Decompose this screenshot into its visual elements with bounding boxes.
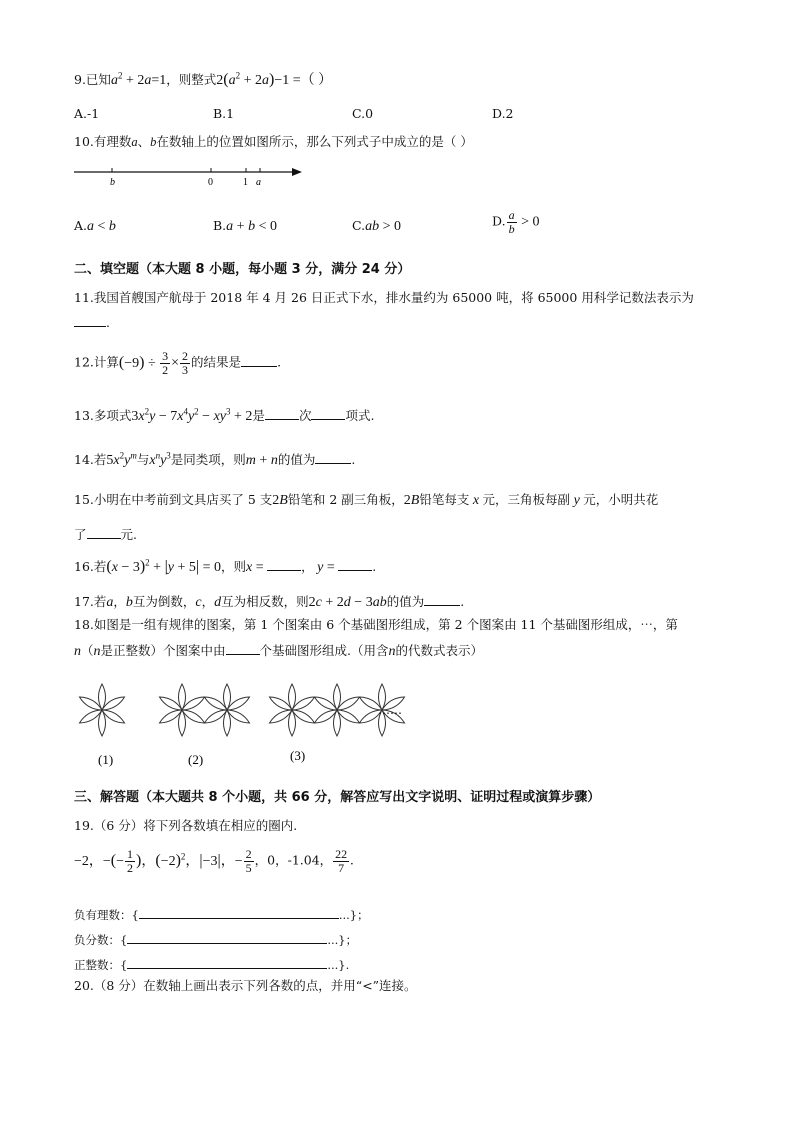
q9-option-b: B.1 xyxy=(213,106,235,121)
q19-row-negative-fraction: 负分数：{ ...}； xyxy=(74,930,357,948)
q9-option-a: A.-1 xyxy=(74,106,100,121)
q10-number-line xyxy=(70,160,310,190)
axis-label-a: a xyxy=(256,177,261,188)
flower-3-1 xyxy=(268,684,317,736)
q18-pattern-figure xyxy=(70,676,410,772)
answer-blank[interactable] xyxy=(265,406,299,420)
q12-stem: 12.计算(−9) ÷ $\frac{3}{2}$ × $\frac{2}{3}$ 的结果是 . xyxy=(74,349,282,377)
answer-blank-y[interactable] xyxy=(338,557,372,571)
axis-label-0: 0 xyxy=(208,177,213,188)
answer-blank[interactable] xyxy=(315,450,351,464)
q9-option-c: C.0 xyxy=(352,106,374,121)
flower-3-2 xyxy=(313,684,362,736)
fill-set-blank[interactable] xyxy=(139,905,339,919)
q11-line2: . xyxy=(74,313,110,330)
q20-stem: 20.（8 分）在数轴上画出表示下列各数的点，并用“<”连接。 xyxy=(74,978,417,993)
q10-option-d: D. $\frac{a}{b}$ > 0 xyxy=(492,208,540,236)
pattern-label-1: (1) xyxy=(98,752,114,767)
q19-stem: 19.（6 分）将下列各数填在相应的圈内. xyxy=(74,818,298,833)
section-3-title: 三、解答题（本大题共 8 个小题，共 66 分，解答应写出文字说明、证明过程或演算步骤） xyxy=(74,790,601,805)
q19-row-negative-rational: 负有理数：{ ...}； xyxy=(74,905,369,923)
q9-condition: $a^2 + 2a$ xyxy=(110,70,152,88)
axis-label-1: 1 xyxy=(243,177,248,188)
q18-line1: 18.如图是一组有规律的图案，第 1 个图案由 6 个基础图形组成，第 2 个图案由 11 个基础图形组成，⋯，第 xyxy=(74,617,678,632)
answer-blank[interactable] xyxy=(424,592,460,606)
q10-option-c: C.ab > 0 xyxy=(352,218,401,234)
flower-1-1 xyxy=(78,684,127,736)
q16-stem: 16.若$(x - 3)^2 + |y + 5| = 0$，则x = ， y = . xyxy=(74,557,377,575)
pattern-label-2: (2) xyxy=(188,752,204,767)
flower-2-1 xyxy=(158,684,207,736)
pattern-label-3: (3) xyxy=(290,748,306,763)
answer-blank[interactable] xyxy=(87,525,121,539)
q19-row-positive-integer: 正整数：{ ...}. xyxy=(74,955,349,973)
q13-stem: 13.多项式$3x^2y - 7x^4y^2 - xy^3 + 2$是 次 项式. xyxy=(74,406,375,424)
q10-stem: 10.有理数a、b在数轴上的位置如图所示，那么下列式子中成立的是（ ） xyxy=(74,134,473,149)
q11-line1: 11.我国首艘国产航母于 2018 年 4 月 26 日正式下水，排水量约为 65000 吨，将 65000 用科学记数法表示为 xyxy=(74,290,694,305)
q9-expression: $2(a^2 + 2a)$ xyxy=(216,70,275,88)
q14-stem: 14.若$5x^2y^m$与$x^ny^3$是同类项，则m + n的值为 . xyxy=(74,450,356,468)
axis-label-b: b xyxy=(110,177,115,188)
answer-blank-x[interactable] xyxy=(267,557,301,571)
q15-line1: 15.小明在中考前到文具店买了 5 支2B铅笔和 2 副三角板，2B铅笔每支 x 元，三角板每副 y 元，小明共花 xyxy=(74,492,659,508)
answer-blank[interactable] xyxy=(241,353,277,367)
q9-option-d: D.2 xyxy=(492,106,514,121)
pattern-ellipsis: …… xyxy=(378,703,402,717)
q9-stem: 9.已知$a^2 + 2a=1$，则整式$2(a^2 + 2a)-1$ =（ ） xyxy=(74,70,333,88)
answer-blank[interactable] xyxy=(226,641,260,655)
q17-stem: 17.若a，b互为倒数，c，d互为相反数，则2c + 2d − 3ab的值为 . xyxy=(74,594,465,610)
answer-blank[interactable] xyxy=(74,313,106,327)
q15-line2: 了 元. xyxy=(74,527,137,542)
section-2-title: 二、填空题（本大题 8 小题，每小题 3 分，满分 24 分） xyxy=(74,262,411,277)
answer-blank[interactable] xyxy=(311,406,345,420)
q19-number-list: −2，−(− $\frac{1}{2}$ )，$(-2)^2$，|−3|，− $\frac{2}{5}$ ，0，-1.04， $\frac{22}{7}$ . xyxy=(74,847,354,875)
flower-2-2 xyxy=(203,684,252,736)
fill-set-blank[interactable] xyxy=(127,930,327,944)
q18-line2: n（n是正整数）个图案中由 个基础图形组成.（用含n的代数式表示） xyxy=(74,643,484,659)
q10-option-a: A.a < b xyxy=(74,218,116,234)
q10-option-b: B.a + b < 0 xyxy=(213,218,277,234)
axis-arrow xyxy=(292,168,302,176)
fill-set-blank[interactable] xyxy=(127,955,327,969)
